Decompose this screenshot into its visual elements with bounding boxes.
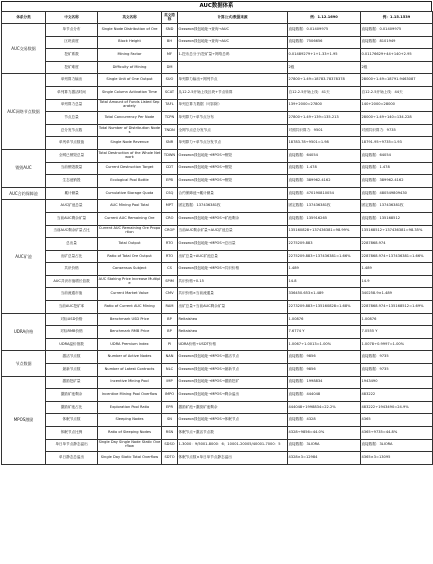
abbr-cell: CROP <box>162 225 178 238</box>
abbr-cell: MPT <box>162 200 178 213</box>
abbr-cell: PI <box>162 338 178 351</box>
en-name-cell: Consensus Subject <box>98 263 162 276</box>
abbr-cell: SCAT <box>162 86 178 99</box>
abbr-cell: SUO <box>162 74 178 87</box>
example-2-cell: 直接数据：3LIORA <box>361 439 433 452</box>
formula-cell: 固定数据：137436381枚 <box>178 200 288 213</box>
formula-cell: 单列算力÷单节点分发节点 <box>178 137 288 150</box>
en-name-cell: Ratio of Sleeping Nodes <box>98 427 162 440</box>
en-name-cell: Exploration Pool Ratio <box>98 401 162 414</box>
abbr-cell: SNR <box>162 137 178 150</box>
formula-cell: 休眠节点÷激活节点数 <box>178 427 288 440</box>
category-cell: 节点数据 <box>2 351 46 376</box>
example-2-cell: 直接数据：9735 <box>361 364 433 377</box>
abbr-cell: CRO <box>162 212 178 225</box>
cn-name-cell: 最新节点数 <box>46 364 98 377</box>
en-name-cell: Total Number of Distribution Nodes <box>98 124 162 137</box>
formula-cell: Oxsseon钱包地址→MPOS→激活节点 <box>178 351 288 364</box>
example-1-cell: 7.6774 Y <box>288 326 361 339</box>
example-1-cell: 直接数据：1.478 <box>288 162 361 175</box>
formula-cell: Oxsseon钱包地址→MPOS→总出量 <box>178 238 288 251</box>
cn-name-cell: 累计储量 <box>46 187 98 200</box>
table-row <box>2 162 433 175</box>
formula-cell: 单列算力输出÷网列节点 <box>178 74 288 87</box>
cn-name-cell: AUC矿池总量 <box>46 200 98 213</box>
header-en-name: 英文名称 <box>98 12 162 24</box>
formula-cell: 1-挖币总分子/挖矿量÷网络总码 <box>178 49 288 62</box>
example-2-cell: 0.01176629+44+140+2.95 <box>361 49 433 62</box>
formula-cell: Reitaisheo <box>178 326 288 339</box>
example-1-cell: 444048÷1998834=22.2% <box>288 401 361 414</box>
en-name-cell: Total Output <box>98 238 162 251</box>
cn-name-cell: 总出量 <box>46 238 98 251</box>
table-row <box>2 36 433 49</box>
example-2-cell: 483222 <box>361 389 433 402</box>
abbr-cell: BP <box>162 326 178 339</box>
example-2-cell: 18791.95÷9735=1.93 <box>361 137 433 150</box>
abbr-cell: BH <box>162 36 178 49</box>
cn-name-cell: 对标RMB价格 <box>46 326 98 339</box>
cn-name-cell: 单列算力输出 <box>46 74 98 87</box>
en-name-cell: Incentive Mining Pool <box>98 376 162 389</box>
header-category: 体系分类 <box>2 12 46 24</box>
abbr-cell: SDTO <box>162 452 178 465</box>
abbr-cell: EPB <box>162 175 178 188</box>
formula-cell: Oxsseon钱包地址→MPOS→激励挖矿 <box>178 376 288 389</box>
table-row <box>2 414 433 427</box>
en-name-cell: Total Destruction of the Whole Network <box>98 149 162 162</box>
table-row <box>2 452 433 465</box>
example-1-cell: 直接数据：0.01409975 <box>288 24 361 37</box>
example-2-cell: 直接数据：0.01409975 <box>361 24 433 37</box>
table-row <box>2 275 433 288</box>
table-row <box>2 124 433 137</box>
formula-cell: Oxsseon钱包地址→MPOS→矿池剩余 <box>178 212 288 225</box>
cn-name-cell: 当前销毁数量 <box>46 162 98 175</box>
category-cell: MPOS激励 <box>2 376 46 464</box>
example-1-cell: 1.0067÷1.0013=1.00% <box>288 338 361 351</box>
abbr-cell: SND <box>162 24 178 37</box>
table-row <box>2 149 433 162</box>
abbr-cell: SDSO <box>162 439 178 452</box>
example-2-cell: 7.0555 Y <box>361 326 433 339</box>
table-row <box>2 74 433 87</box>
formula-cell: 全网节点总分发节点 <box>178 124 288 137</box>
abbr-cell: TDWN <box>162 149 178 162</box>
table-row <box>2 86 433 99</box>
example-1-cell: 直接数据：4328 <box>288 414 361 427</box>
cn-name-cell: AUC共识市值增长倍数 <box>46 275 98 288</box>
table-row <box>2 439 433 452</box>
abbr-cell: DM <box>162 61 178 74</box>
abbr-cell: CDT <box>162 162 178 175</box>
table-row <box>2 351 433 364</box>
example-2-cell: 483222÷1943490=24.9% <box>361 401 433 414</box>
en-name-cell: Ratio of Total Ore Output <box>98 250 162 263</box>
abbr-cell: RAM <box>162 301 178 314</box>
example-2-cell: 1.0078÷0.9997=1.00% <box>361 338 433 351</box>
formula-cell: 出矿总量÷AUC矿池总量 <box>178 250 288 263</box>
example-1-cell: 直接数据：389962.4162 <box>288 175 361 188</box>
formula-cell: 共识价格×当前流通量 <box>178 288 288 301</box>
abbr-cell: RSN <box>162 427 178 440</box>
cn-name-cell: 生态池销毁 <box>46 175 98 188</box>
abbr-cell: TCPN <box>162 112 178 125</box>
example-2-cell: 直接数据：389962.4162 <box>361 175 433 188</box>
table-row <box>2 61 433 74</box>
formula-cell: 出矿总量÷当前AUC剩余矿量 <box>178 301 288 314</box>
header-row <box>2 12 433 24</box>
en-name-cell: Ecological Pool Bottle <box>98 175 162 188</box>
example-1-cell: 直接数据：135916265 <box>288 212 361 225</box>
abbr-cell: CSQ <box>162 187 178 200</box>
example-2-cell: 4365×3=13095 <box>361 452 433 465</box>
en-name-cell: Current AUC Remaining Ore <box>98 212 162 225</box>
en-name-cell: Single Day Single Node Static Overflow <box>98 439 162 452</box>
example-1-cell: 直接数据：470190810054 <box>288 187 361 200</box>
en-name-cell: AUC Staking Price Increase Multiple <box>98 275 162 288</box>
en-name-cell: Incentive Mining Pool Overflow <box>98 389 162 402</box>
en-name-cell: Total Concurrency Per Node <box>98 112 162 125</box>
cn-name-cell: 激励矿池剩余 <box>46 389 98 402</box>
formula-cell: 1-3000：9/5001-8000：6；10001-20005/40001-7000：5 <box>178 439 288 452</box>
example-1-cell: 27800÷1.49=18783.78378378 <box>288 74 361 87</box>
en-name-cell: Single Column Activation Time <box>98 86 162 99</box>
cn-name-cell: 单日单节点静态溢出 <box>46 439 98 452</box>
category-cell: AUC网络节点数据 <box>2 74 46 150</box>
cn-name-cell: 挖矿难度 <box>46 61 98 74</box>
example-1-cell: 2273209.883÷135160828=1.68% <box>288 301 361 314</box>
en-name-cell: UDRA Premium Index <box>98 338 162 351</box>
cn-name-cell: UDRA溢价指数 <box>46 338 98 351</box>
example-1-cell: 14.8 <box>288 275 361 288</box>
cn-name-cell: 当前流通市值 <box>46 288 98 301</box>
cn-name-cell: 节点总量 <box>46 112 98 125</box>
en-name-cell: AUC Mining Pool Total <box>98 200 162 213</box>
example-1-cell: 0.01489279+1+1.33+1.95 <box>288 49 361 62</box>
table-row <box>2 401 433 414</box>
cn-name-cell: 单列算力总量 <box>46 99 98 112</box>
en-name-cell: Ratio of Current AUC Mining <box>98 301 162 314</box>
cn-name-cell: 单列算力激活时间 <box>46 86 98 99</box>
formula-cell: Oxsseon钱包地址→MPOS→休眠节点 <box>178 414 288 427</box>
en-name-cell: Block Height <box>98 36 162 49</box>
example-1-cell: 直接数据：1998834 <box>288 376 361 389</box>
cn-name-cell: 当前AUC剩余矿量占比 <box>46 225 98 238</box>
example-1-cell: 直接数据：3LIORA <box>288 439 361 452</box>
table-row <box>2 427 433 440</box>
abbr-cell: NAN <box>162 351 178 364</box>
category-cell: AUC矿池 <box>2 200 46 313</box>
header-example-2: 例：1.15.1539 <box>361 12 433 24</box>
abbr-cell: RTO <box>162 250 178 263</box>
example-2-cell: 直接数据：8101949 <box>361 36 433 49</box>
category-cell: AUC交易数据 <box>2 24 46 74</box>
abbr-cell: SPIM <box>162 275 178 288</box>
cn-name-cell: 共识价格 <box>46 263 98 276</box>
example-2-cell: 直接数据：480549809430 <box>361 187 433 200</box>
cn-name-cell: 激励矿池占比 <box>46 401 98 414</box>
example-1-cell: 直接数据：9856 <box>288 364 361 377</box>
en-name-cell: Single Day Static Total Overflow <box>98 452 162 465</box>
formula-cell: Oxsseon钱包地址→MPOS→销毁 <box>178 175 288 188</box>
formula-cell: 休眠节点数×单日单节点静态溢出 <box>178 452 288 465</box>
en-name-cell: Number of Active Nodes <box>98 351 162 364</box>
cn-name-cell: 区块高度 <box>46 36 98 49</box>
cn-name-cell: 出矿总量占比 <box>46 250 98 263</box>
table-row <box>2 225 433 238</box>
example-1-cell: 对照共识算力：9501 <box>288 124 361 137</box>
cn-name-cell: 休眠节点比例 <box>46 427 98 440</box>
en-name-cell: Number of Latest Contracts <box>98 364 162 377</box>
example-1-cell: 自12.2.5开始上线：41天 <box>288 86 361 99</box>
formula-cell: Oxsseon钱包地址→查询→AUC <box>178 24 288 37</box>
example-1-cell: 18783.78÷9501=1.98 <box>288 137 361 150</box>
formula-cell: Oxsseon钱包地址→MPOS→销毁 <box>178 162 288 175</box>
example-1-cell: 139+2000=27800 <box>288 99 361 112</box>
table-row <box>2 338 433 351</box>
table-row <box>2 288 433 301</box>
formula-cell: Reitaisheo <box>178 313 288 326</box>
table-row <box>2 313 433 326</box>
abbr-cell: EPR <box>162 401 178 414</box>
formula-cell: UDRA价格÷USDT价格 <box>178 338 288 351</box>
example-2-cell: 固定数据：137436381枚 <box>361 200 433 213</box>
example-2-cell: 1.489 <box>361 263 433 276</box>
example-2-cell: 直接数据：1.478 <box>361 162 433 175</box>
example-2-cell: 2287868.974÷135168512=1.69% <box>361 301 433 314</box>
en-name-cell: Current AUC Remaining Ore Proportion <box>98 225 162 238</box>
cn-name-cell: 单列单节点数值 <box>46 137 98 150</box>
formula-cell <box>178 61 288 74</box>
en-name-cell: Total Amount of Funds Listed Separately <box>98 99 162 112</box>
example-1-cell: 27800÷1.49÷139=135.213 <box>288 112 361 125</box>
table-body <box>2 24 433 465</box>
abbr-cell: IMP <box>162 376 178 389</box>
table-row <box>2 24 433 37</box>
example-2-cell: 2级 <box>361 61 433 74</box>
table-row <box>2 49 433 62</box>
cn-name-cell: 单日静态总溢出 <box>46 452 98 465</box>
formula-cell: Oxsseon钱包地址→MPOS→销毁 <box>178 149 288 162</box>
cn-name-cell: 当前AUC挖矿率 <box>46 301 98 314</box>
table-row <box>2 364 433 377</box>
example-2-cell: 2287868.974÷137436381=1.66% <box>361 250 433 263</box>
en-name-cell: Single Node Revenue <box>98 137 162 150</box>
en-name-cell: Benchmark USD Price <box>98 313 162 326</box>
table-row <box>2 301 433 314</box>
table-row <box>2 250 433 263</box>
formula-cell: 激励矿池÷激励矿池剩余 <box>178 401 288 414</box>
example-2-cell: 28000÷1.49÷140=134.228 <box>361 112 433 125</box>
category-cell: 销毁AUC <box>2 149 46 187</box>
table-row <box>2 376 433 389</box>
example-2-cell: 1943490 <box>361 376 433 389</box>
table-row <box>2 326 433 339</box>
en-name-cell: Sleeping Nodes <box>98 414 162 427</box>
example-2-cell: 340258.9×1.489 <box>361 288 433 301</box>
cn-name-cell: 激活节点数 <box>46 351 98 364</box>
cn-name-cell: 单节点分布 <box>46 24 98 37</box>
en-name-cell: Current Market Value <box>98 288 162 301</box>
abbr-cell: CS <box>162 263 178 276</box>
formula-cell: 合约保障池→累计储量 <box>178 187 288 200</box>
example-2-cell: 14.9 <box>361 275 433 288</box>
formula-cell: 单列总算力数据（可扣除） <box>178 99 288 112</box>
example-1-cell: 2275209.883 <box>288 238 361 251</box>
formula-cell: Oxsseon钱包地址→查询→AUC <box>178 36 288 49</box>
header-formula: 计算公式/数据来源 <box>178 12 288 24</box>
example-2-cell: 对照共识算力：9735 <box>361 124 433 137</box>
example-2-cell: 2287868.974 <box>361 238 433 251</box>
example-2-cell: 直接数据：9735 <box>361 351 433 364</box>
example-2-cell: 直接数据：64054 <box>361 149 433 162</box>
header-example-1: 例：1.12.1690 <box>288 12 361 24</box>
abbr-cell: BP <box>162 313 178 326</box>
table-row <box>2 200 433 213</box>
cn-name-cell: 激励挖矿量 <box>46 376 98 389</box>
table-row <box>2 389 433 402</box>
abbr-cell: RTO <box>162 238 178 251</box>
en-name-cell: Benchmark RMB Price <box>98 326 162 339</box>
example-1-cell: 2275209.883÷137436381=1.66% <box>288 250 361 263</box>
header-abbr: 英文简称 <box>162 12 178 24</box>
example-2-cell: 135168512÷137436381=98.35% <box>361 225 433 238</box>
category-cell: AUC合约保障池 <box>2 187 46 200</box>
formula-cell: 当前AUC剩余矿量÷AUC矿池总量 <box>178 225 288 238</box>
example-1-cell: 4328÷9856=44.0% <box>288 427 361 440</box>
en-name-cell: Cumulative Storage Quota <box>98 187 162 200</box>
example-1-cell: 直接数据：444048 <box>288 389 361 402</box>
table-row <box>2 212 433 225</box>
cn-name-cell: 挖矿系数 <box>46 49 98 62</box>
formula-cell: 共识价格÷0.15 <box>178 275 288 288</box>
en-name-cell: Mining Factor <box>98 49 162 62</box>
document-title: AUC数据体系 <box>1 1 432 11</box>
example-1-cell: 直接数据：9856 <box>288 351 361 364</box>
example-2-cell: 4365÷9735=44.8% <box>361 427 433 440</box>
table-row <box>2 137 433 150</box>
abbr-cell: IMPO <box>162 389 178 402</box>
example-2-cell: 1.00876 <box>361 313 433 326</box>
table-row <box>2 112 433 125</box>
category-cell: UDRA价格 <box>2 313 46 351</box>
cn-name-cell: 总分发节点数 <box>46 124 98 137</box>
formula-cell: Oxsseon钱包地址→MPOS→共识价格 <box>178 263 288 276</box>
abbr-cell: SN <box>162 414 178 427</box>
cn-name-cell: 当前AUC剩余矿量 <box>46 212 98 225</box>
cn-name-cell: 全网已销毁总量 <box>46 149 98 162</box>
example-1-cell: 1.00876 <box>288 313 361 326</box>
en-name-cell: Single Node Distribution of Ore <box>98 24 162 37</box>
cn-name-cell: 休眠节点数 <box>46 414 98 427</box>
table-row <box>2 238 433 251</box>
table-row <box>2 187 433 200</box>
example-1-cell: 336450.653×1.489 <box>288 288 361 301</box>
table-row <box>2 175 433 188</box>
example-1-cell: 固定数据：137436381枚 <box>288 200 361 213</box>
example-2-cell: 自12.2.5开始上线：44天 <box>361 86 433 99</box>
cn-name-cell: 对标USD价格 <box>46 313 98 326</box>
abbr-cell: TNDN <box>162 124 178 137</box>
abbr-cell: NLC <box>162 364 178 377</box>
table-row <box>2 263 433 276</box>
abbr-cell: CMV <box>162 288 178 301</box>
example-1-cell: 135160828÷137436381=98.99% <box>288 225 361 238</box>
example-2-cell: 直接数据：135168512 <box>361 212 433 225</box>
example-1-cell: 4328×3=12984 <box>288 452 361 465</box>
header-cn-name: 中文名称 <box>46 12 98 24</box>
table-row <box>2 99 433 112</box>
formula-cell: 从12.2.5开始上线区块+节点转算 <box>178 86 288 99</box>
en-name-cell: Current Destruction Target <box>98 162 162 175</box>
formula-cell: 单列算力÷单节点分布 <box>178 112 288 125</box>
example-2-cell: 28000÷1.49=18791.9463087 <box>361 74 433 87</box>
example-2-cell: 4365 <box>361 414 433 427</box>
en-name-cell: Single Unit of One Output <box>98 74 162 87</box>
auc-data-table <box>1 11 433 465</box>
example-1-cell: 1.489 <box>288 263 361 276</box>
example-1-cell: 直接数据：7506656 <box>288 36 361 49</box>
example-1-cell: 直接数据：64054 <box>288 149 361 162</box>
en-name-cell: Difficulty of Mining <box>98 61 162 74</box>
formula-cell: Oxsseon钱包地址→MPOS→剩余溢出 <box>178 389 288 402</box>
example-2-cell: 140+2000=28000 <box>361 99 433 112</box>
abbr-cell: MF <box>162 49 178 62</box>
abbr-cell: TAFL <box>162 99 178 112</box>
formula-cell: Oxsseon钱包地址→MPOS→最新节点 <box>178 364 288 377</box>
example-1-cell: 2级 <box>288 61 361 74</box>
